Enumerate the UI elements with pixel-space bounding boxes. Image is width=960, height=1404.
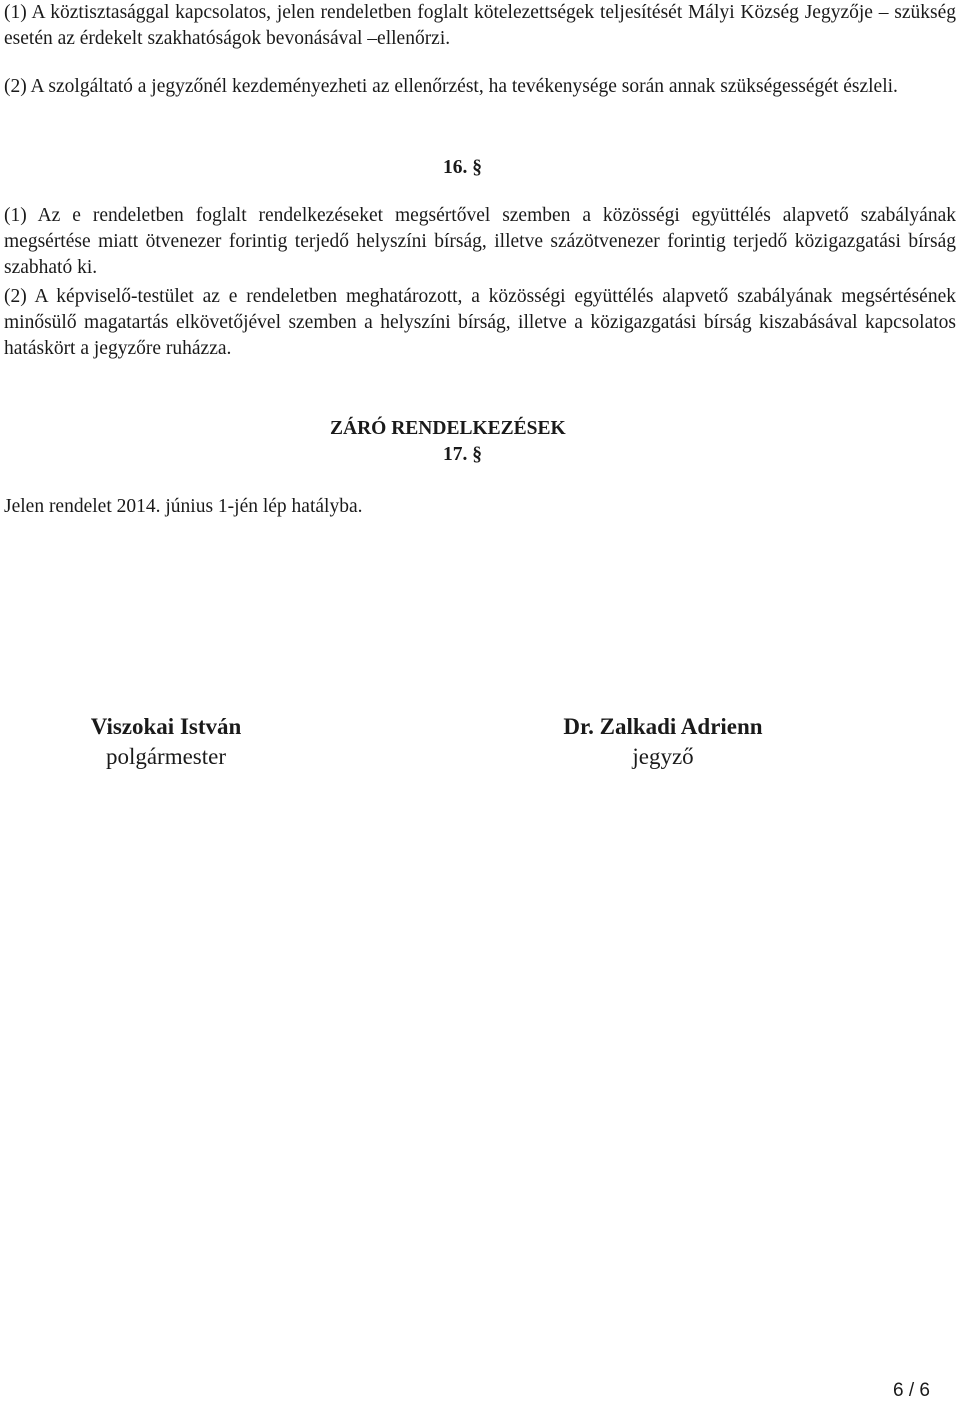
- section-17-heading: [443, 442, 482, 468]
- signatory-title: jegyző: [632, 744, 694, 769]
- page-number: 6 / 6: [893, 1380, 930, 1401]
- section-number: 16.: [443, 157, 468, 178]
- section-number: 17.: [443, 444, 468, 465]
- signatory-title: polgármester: [105, 744, 227, 769]
- signatory-name: Dr. Zalkadi Adrienn: [563, 714, 763, 739]
- section-16-heading: [443, 155, 482, 181]
- closing-title: ZÁRÓ RENDELKEZÉSEK: [330, 418, 566, 439]
- paragraph-15-2: (2) A szolgáltató a jegyzőnél kezdeményezheti az ellenőrzést, ha tevékenysége során annak szükségességét észleli.: [4, 76, 898, 97]
- section-symbol: §: [472, 157, 482, 178]
- signature-left: [46, 714, 286, 770]
- signatory-name: Viszokai István: [90, 714, 242, 739]
- closing-text: Jelen rendelet 2014. június 1-jén lép hatályba.: [4, 496, 363, 517]
- signature-right: [523, 714, 803, 770]
- paragraph-16-2: (2) A képviselő-testület az e rendeletben meghatározott, a közösségi együttélés alapvető szabályának megsértésének minősülő magatartás elkövetőjével szemben a helyszíni bírság, illetve a közigazgatási bírság kiszabásával kapcsolatos hatáskört a jegyzőre ruházza.: [4, 286, 956, 359]
- section-symbol: §: [472, 444, 482, 465]
- paragraph-15-1: (1) A köztisztasággal kapcsolatos, jelen rendeletben foglalt kötelezettségek teljesítését Mályi Község Jegyzője – szükség esetén az érdekelt szakhatóságok bevonásával –ellenőrzi.: [4, 2, 956, 49]
- paragraph-16-1: (1) Az e rendeletben foglalt rendelkezéseket megsértővel szemben a közösségi együttélés alapvető szabályának megsértése miatt ötvenezer forintig terjedő helyszíni bírság, illetve százötvenezer forintig terjedő közigazgatási bírság szabható ki.: [4, 205, 956, 278]
